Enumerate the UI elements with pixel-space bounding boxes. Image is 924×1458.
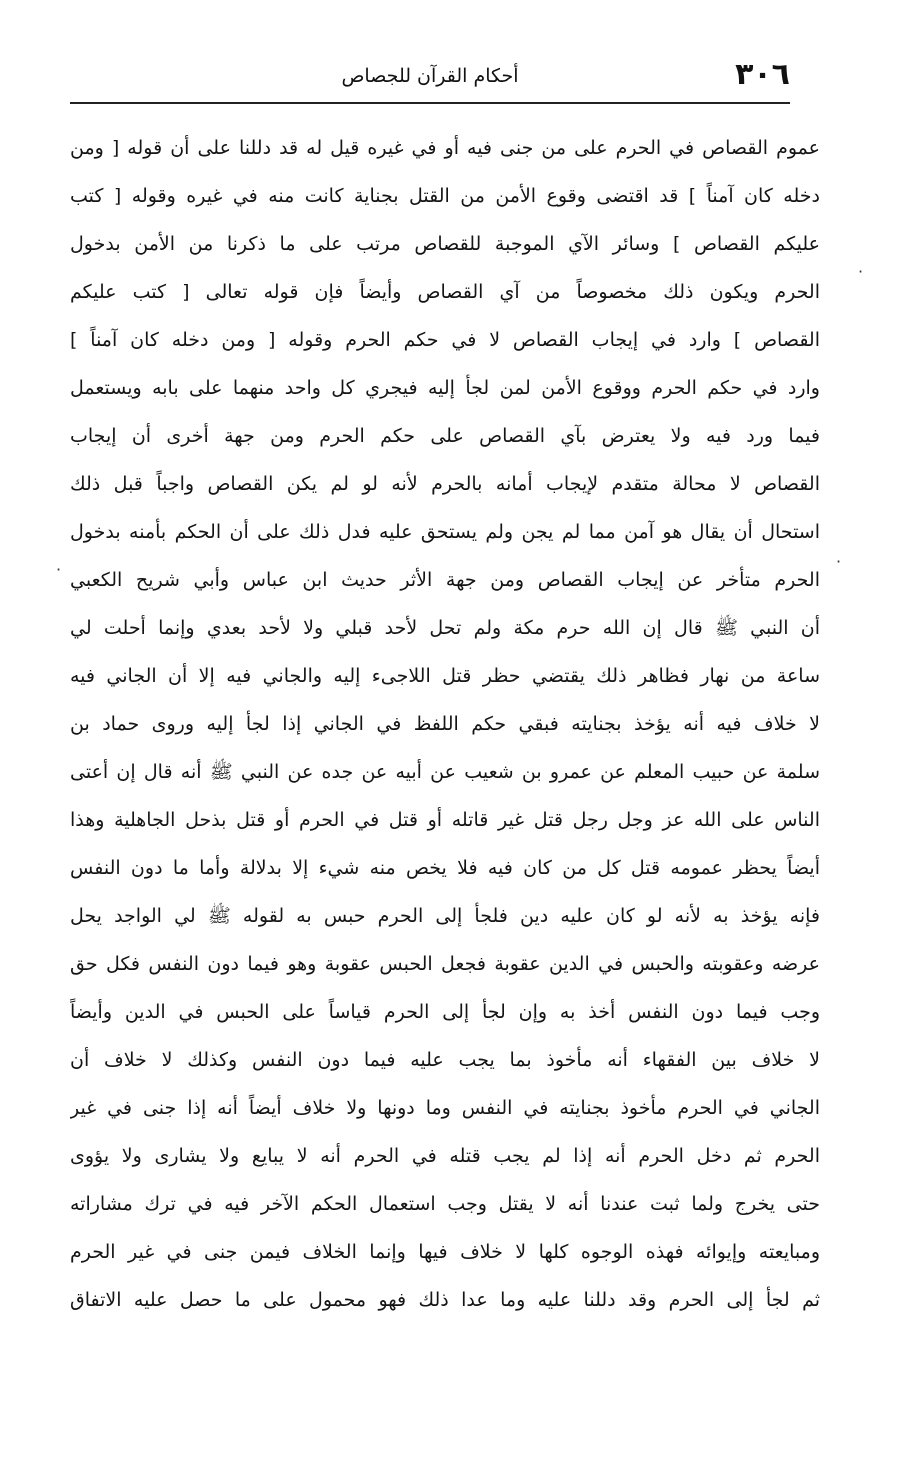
text-line: الجاني في الحرم مأخوذ بجنايته في النفس وما دونها ولا خلاف أيضاً أنه إذا جنى في غير (70, 1097, 820, 1119)
text-line: ثم لجأ إلى الحرم وقد دللنا عليه وما عدا ذلك فهو محمول على ما حصل عليه الاتفاق (70, 1289, 820, 1311)
text-line: وارد في حكم الحرم ووقوع الأمن لمن لجأ إليه فيجري كل واحد منهما على بابه ويستعمل (70, 377, 820, 399)
text-line: ساعة من نهار فظاهر ذلك يقتضي حظر قتل اللاجىء إليه والجاني فيه إلا أن الجاني فيه (70, 665, 820, 687)
margin-mark: · (858, 262, 864, 281)
text-line: القصاص لا محالة متقدم لإيجاب أمانه بالحرم لأنه لو لم يكن القصاص واجباً قبل ذلك (70, 473, 820, 495)
body-text (70, 124, 820, 1324)
text-line: القصاص ] وارد في إيجاب القصاص لا في حكم الحرم وقوله [ ومن دخله كان آمناً ] (70, 329, 820, 351)
text-line: الناس على الله عز وجل رجل قتل غير قاتله أو قتل في الحرم أو قتل بذحل الجاهلية وهذا (70, 809, 820, 831)
text-line: حتى يخرج ولما ثبت عندنا أنه لا يقتل وجب استعمال الحكم الآخر فيه في ترك مشاراته (70, 1193, 820, 1215)
text-line: ومبايعته وإيوائه فهذه الوجوه كلها لا خلاف فيها وإنما الخلاف فيمن جنى في غير الحرم (70, 1241, 820, 1263)
text-line: أن النبي ﷺ قال إن الله حرم مكة ولم تحل لأحد قبلي ولا لأحد بعدي وإنما أحلت لي (70, 617, 820, 639)
text-line: عموم القصاص في الحرم على من جنى فيه أو في غيره قيل له قد دللنا على أن قوله [ ومن (70, 137, 820, 159)
margin-mark: · (836, 552, 842, 571)
text-line: الحرم ثم دخل الحرم أنه إذا لم يجب قتله في الحرم أنه لا يبايع ولا يشارى ولا يؤوى (70, 1145, 820, 1167)
running-title: أحكام القرآن للجصاص (341, 65, 519, 87)
page-number: ٣٠٦ (735, 57, 790, 92)
margin-mark: · (56, 560, 62, 579)
text-line: دخله كان آمناً ] قد اقتضى وقوع الأمن من القتل بجناية كانت منه في غيره وقوله [ كتب (70, 185, 820, 207)
text-line: عليكم القصاص ] وسائر الآي الموجبة للقصاص مرتب على ما ذكرنا من الأمن بدخول (70, 233, 820, 255)
text-line: فيما ورد فيه ولا يعترض بآي القصاص على حكم الحرم ومن جهة أخرى أن إيجاب (70, 425, 820, 447)
text-line: عرضه وعقوبته والحبس في الدين عقوبة فجعل الحبس عقوبة وهو فيما دون النفس فكل حق (70, 953, 820, 975)
page-header (70, 58, 790, 98)
text-line: لا خلاف فيه أنه يؤخذ بجنايته فبقي حكم اللفظ في الجاني إذا لجأ إليه وروى حماد بن (70, 713, 820, 735)
text-line: فإنه يؤخذ به لأنه لو كان عليه دين فلجأ إلى الحرم حبس به لقوله ﷺ لي الواجد يحل (70, 905, 820, 927)
text-line: الحرم ويكون ذلك مخصوصاً من آي القصاص وأيضاً فإن قوله تعالى [ كتب عليكم (70, 281, 820, 303)
text-line: لا خلاف بين الفقهاء أنه مأخوذ بما يجب عليه فيما دون النفس وكذلك لا خلاف أن (70, 1049, 820, 1071)
text-line: وجب فيما دون النفس أخذ به وإن لجأ إلى الحرم قياساً على الحبس في الدين وأيضاً (70, 1001, 820, 1023)
text-line: استحال أن يقال هو آمن مما لم يجن ولم يستحق عليه فدل ذلك على أن الحكم بأمنه بدخول (70, 521, 820, 543)
text-line: الحرم متأخر عن إيجاب القصاص ومن جهة الأثر حديث ابن عباس وأبي شريح الكعبي (70, 569, 820, 591)
text-line: سلمة عن حبيب المعلم عن عمرو بن شعيب عن أبيه عن جده عن النبي ﷺ أنه قال إن أعتى (70, 761, 820, 783)
text-line: أيضاً يحظر عمومه قتل كل من كان فيه فلا يخص منه شيء إلا بدلالة وأما ما دون النفس (70, 857, 820, 879)
header-divider (70, 102, 790, 104)
